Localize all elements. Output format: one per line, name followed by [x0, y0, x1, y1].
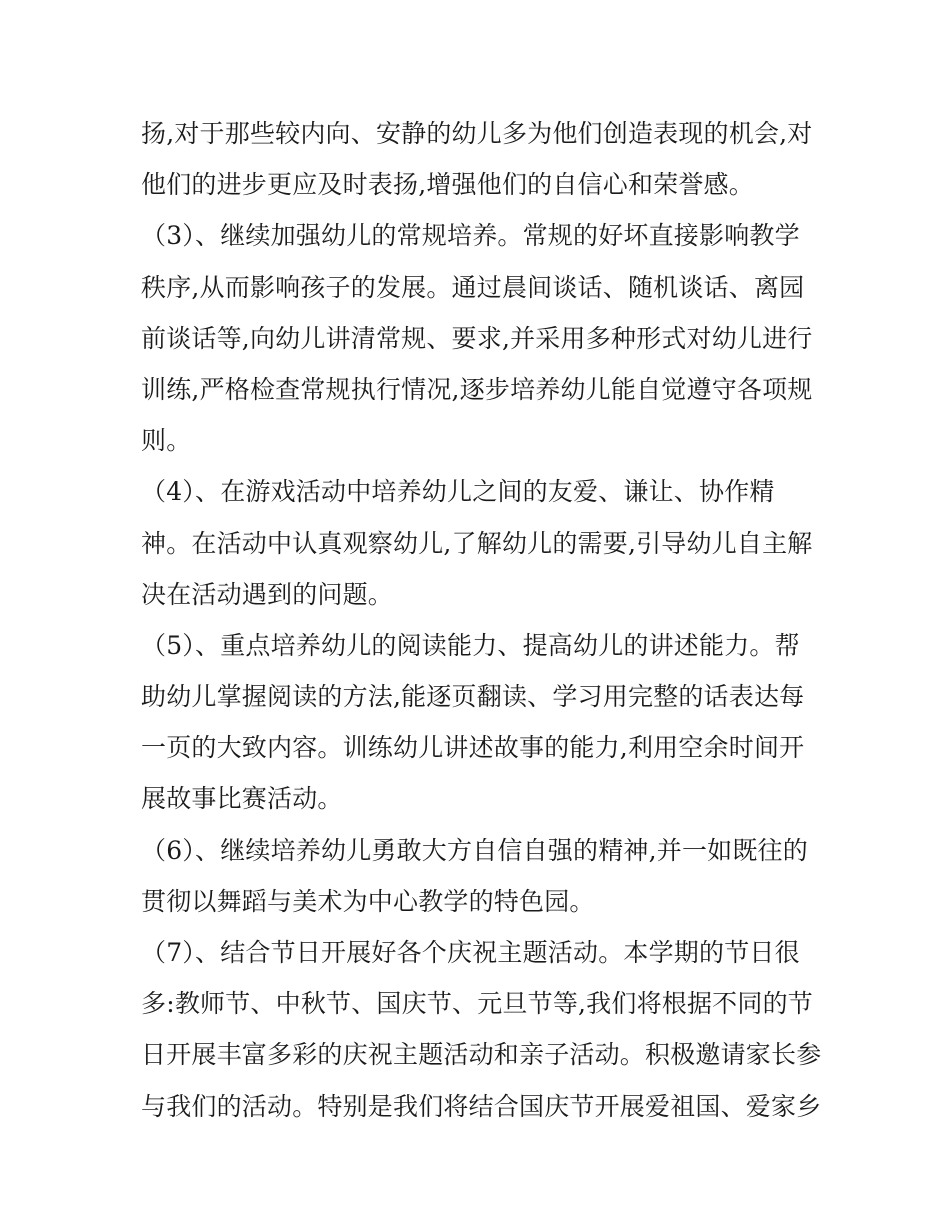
text-line: （3）、继续加强幼儿的常规培养。常规的好坏直接影响教学 — [141, 221, 800, 251]
text-line: 与我们的活动。特别是我们将结合国庆节开展爱祖国、爱家乡 — [141, 1091, 822, 1121]
text-line: 决在活动遇到的问题。 — [141, 579, 394, 609]
text-line: 多:教师节、中秋节、国庆节、元旦节等,我们将根据不同的节 — [141, 989, 813, 1019]
text-line: 展故事比赛活动。 — [141, 784, 343, 814]
text-line: 日开展丰富多彩的庆祝主题活动和亲子活动。积极邀请家长参 — [141, 1040, 822, 1070]
text-line: 他们的进步更应及时表扬,增强他们的自信心和荣誉感。 — [141, 170, 754, 200]
text-line: （4）、在游戏活动中培养幼儿之间的友爱、谦让、协作精 — [141, 477, 775, 507]
text-line: 扬,对于那些较内向、安静的幼儿多为他们创造表现的机会,对 — [141, 119, 813, 148]
text-line: 助幼儿掌握阅读的方法,能逐页翻读、学习用完整的话表达每 — [141, 682, 805, 712]
text-line: （7）、结合节日开展好各个庆祝主题活动。本学期的节日很 — [141, 938, 800, 967]
text-line: （5）、重点培养幼儿的阅读能力、提高幼儿的讲述能力。帮 — [141, 630, 800, 660]
document-body — [141, 108, 821, 1132]
text-line: 一页的大致内容。训练幼儿讲述故事的能力,利用空余时间开 — [141, 733, 805, 763]
text-line: 神。在活动中认真观察幼儿,了解幼儿的需要,引导幼儿自主解 — [141, 528, 813, 558]
text-line: 前谈话等,向幼儿讲清常规、要求,并采用多种形式对幼儿进行 — [141, 323, 813, 353]
text-line: 则。 — [141, 426, 192, 456]
text-line: 贯彻以舞蹈与美术为中心教学的特色园。 — [141, 886, 595, 916]
text-line: （6）、继续培养幼儿勇敢大方自信自强的精神,并一如既往的 — [141, 835, 808, 865]
text-line: 训练,严格检查常规执行情况,逐步培养幼儿能自觉遵守各项规 — [141, 374, 813, 404]
text-line: 秩序,从而影响孩子的发展。通过晨间谈话、随机谈话、离园 — [141, 272, 805, 302]
